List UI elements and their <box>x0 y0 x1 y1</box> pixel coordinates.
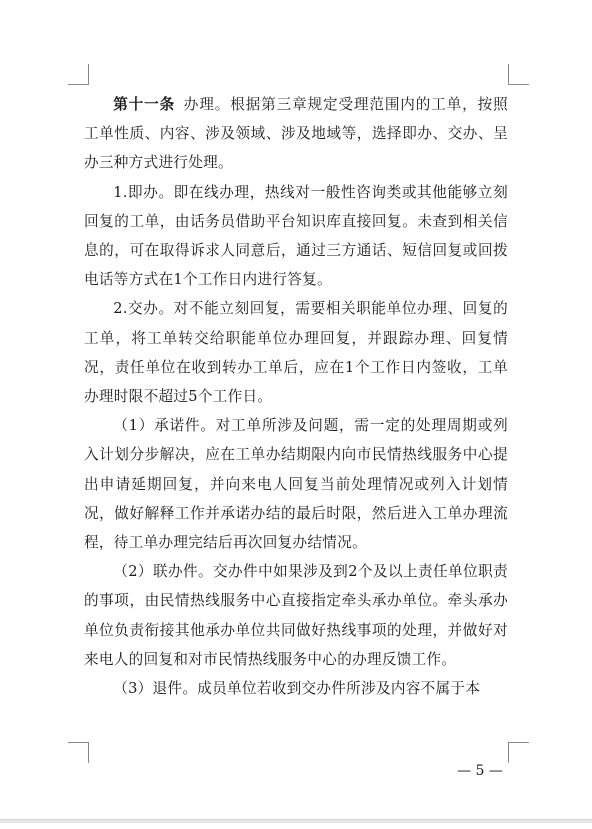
crop-mark-bottom-right <box>508 742 529 763</box>
document-body <box>84 90 508 703</box>
paragraph-text: 办理。根据第三章规定受理范围内的工单，按照工单性质、内容、涉及领域、涉及地域等，选择即办、交办、呈办三种方式进行处理。 <box>84 96 508 172</box>
crop-mark-top-right <box>508 64 529 85</box>
article-number: 第十一条 <box>113 96 176 113</box>
page-bottom-edge <box>0 819 592 823</box>
paragraph: （1）承诺件。对工单所涉及问题，需一定的处理周期或列入计划分步解决，应在工单办结期限内向市民情热线服务中心提出申请延期回复，并向来电人回复当前处理情况或列入计划情况，做好解释工作并承诺办结的最后时限，然后进入工单办理流程，待工单办理完结后再次回复办结情况。 <box>84 417 508 552</box>
paragraph: 1.即办。即在线办理，热线对一般性咨询类或其他能够立刻回复的工单，由话务员借助平台知识库直接回复。未查到相关信息的，可在取得诉求人同意后，通过三方通话、短信回复或回拨电话等方式在1个工作日内进行答复。 <box>84 183 508 289</box>
paragraph: 2.交办。对不能立刻回复，需要相关职能单位办理、回复的工单，将工单转交给职能单位办理回复，并跟踪办理、回复情况，责任单位在收到转办工单后，应在1个工作日内签收，工单办理时限不超过5个工作日。 <box>84 300 508 406</box>
crop-mark-bottom-left <box>68 742 89 763</box>
paragraph: （3）退件。成员单位若收到交办件所涉及内容不属于本 <box>113 680 481 698</box>
page-number: — 5 — <box>457 763 503 779</box>
crop-mark-top-left <box>68 64 89 85</box>
article-paragraph <box>84 90 508 178</box>
paragraph: （2）联办件。交办件中如果涉及到2个及以上责任单位职责的事项，由民情热线服务中心直接指定牵头承办单位。牵头承办单位负责衔接其他承办单位共同做好热线事项的处理，并做好对来电人的回复和对市民情热线服务中心的办理反馈工作。 <box>84 563 508 668</box>
